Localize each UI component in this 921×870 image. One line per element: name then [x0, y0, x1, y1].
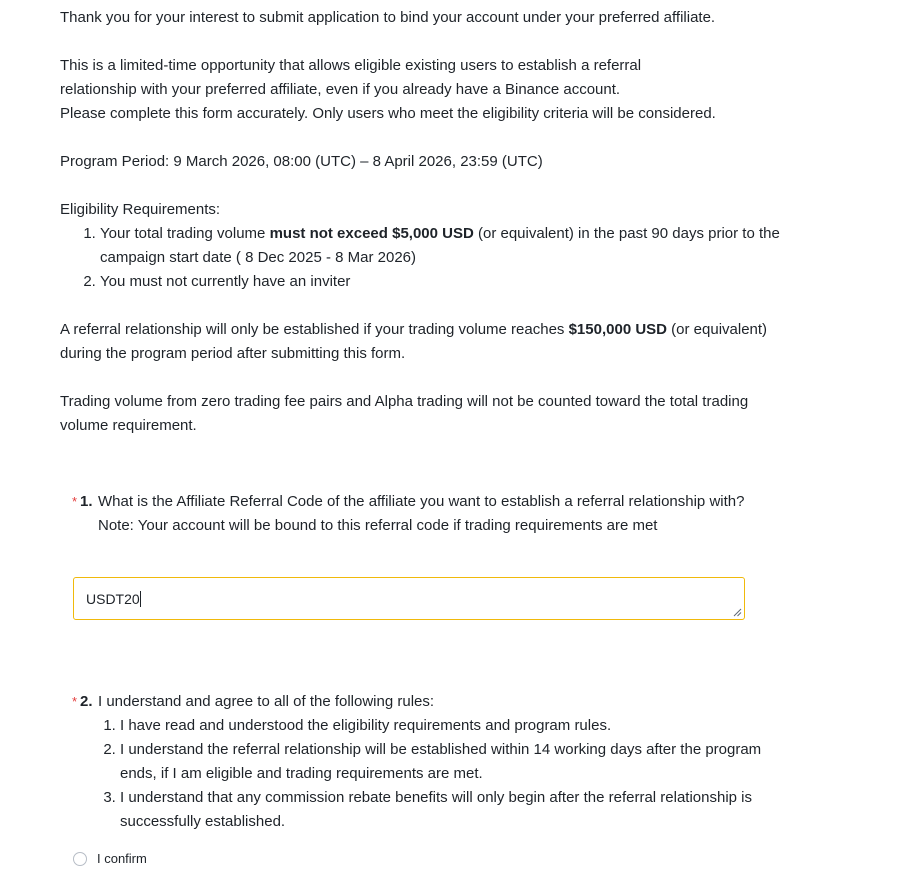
complete-form-text: Please complete this form accurately. Only users who meet the eligibility criteria will be considered. — [60, 105, 716, 122]
required-mark: * — [72, 694, 78, 709]
rule-item: 2. I understand the referral relationship will be established within 14 working days after the program ends, if I am eligible and trading requirements are met. — [120, 738, 762, 786]
eligibility-title: Eligibility Requirements: — [60, 201, 221, 218]
eligibility-list — [60, 222, 780, 294]
thanks-text: Thank you for your interest to submit application to bind your account under your preferred affiliate. — [60, 9, 716, 26]
rule-item: 1. I have read and understood the eligibility requirements and program rules. — [120, 714, 762, 738]
question-number: 1. — [80, 493, 93, 510]
question-text: I understand and agree to all of the following rules: — [98, 693, 435, 710]
confirm-label[interactable]: I confirm — [97, 851, 147, 866]
confirm-radio[interactable] — [73, 852, 87, 866]
question-note: Note: Your account will be bound to this referral code if trading requirements are met — [98, 517, 658, 534]
required-mark: * — [72, 494, 78, 509]
eligibility-item: 2. You must not currently have an inviter — [100, 270, 780, 294]
rules-list — [72, 714, 762, 834]
text-cursor — [140, 591, 141, 607]
referral-code-value: USDT20 — [86, 591, 140, 607]
trading-volume-note: Trading volume from zero trading fee pairs and Alpha trading will not be counted toward the total trading volume requirement. — [60, 393, 749, 434]
referral-requirement: A referral relationship will only be established if your trading volume reaches $150,000 USD (or equivalent) during the program period after submitting this form. — [60, 321, 768, 362]
question-2 — [72, 690, 762, 834]
limited-text-line2: relationship with your preferred affiliate, even if you already have a Binance account. — [60, 81, 621, 98]
program-period: Program Period: 9 March 2026, 08:00 (UTC) – 8 April 2026, 23:59 (UTC) — [60, 153, 543, 170]
eligibility-item: 1. Your total trading volume must not exceed $5,000 USD (or equivalent) in the past 90 days prior to the campaign start date ( 8 Dec 2025 - 8 Mar 2026) — [100, 222, 780, 270]
question-number: 2. — [80, 693, 93, 710]
resize-handle-icon[interactable] — [733, 608, 742, 617]
rule-item: 3. I understand that any commission rebate benefits will only begin after the referral relationship is successfully established. — [120, 786, 762, 834]
confirm-option[interactable] — [73, 849, 147, 869]
referral-code-textarea[interactable] — [73, 577, 745, 620]
form-description — [60, 6, 780, 438]
limited-text-line1: This is a limited-time opportunity that allows eligible existing users to establish a referral — [60, 57, 642, 74]
question-text: What is the Affiliate Referral Code of the affiliate you want to establish a referral relationship with? — [98, 493, 745, 510]
question-1 — [72, 490, 762, 538]
